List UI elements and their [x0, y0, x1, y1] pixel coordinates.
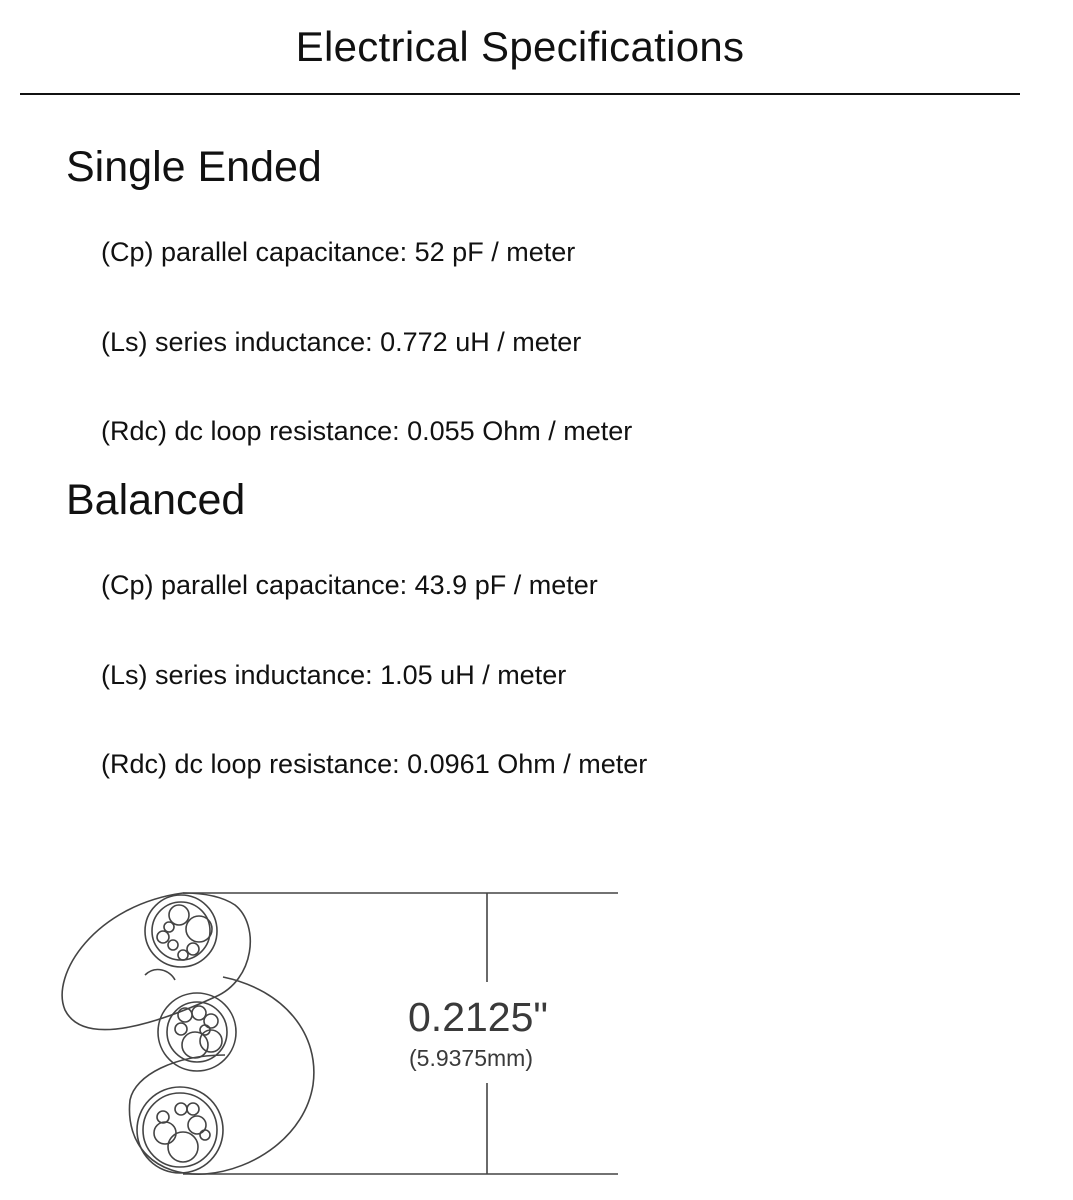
spec-balanced-inductance: (Ls) series inductance: 1.05 uH / meter — [101, 660, 567, 690]
cable-wrap-fold — [145, 970, 175, 980]
conductor-top — [145, 895, 217, 967]
spec-single-resistance: (Rdc) dc loop resistance: 0.055 Ohm / meter — [101, 416, 633, 446]
dimension-value: 0.2125" — [408, 994, 548, 1040]
spec-balanced-capacitance: (Cp) parallel capacitance: 43.9 pF / meter — [101, 570, 598, 600]
spec-single-capacitance: (Cp) parallel capacitance: 52 pF / meter — [101, 237, 576, 267]
cable-wrap-top — [62, 893, 250, 1030]
cable-wrap-bottom — [129, 977, 313, 1174]
spec-balanced-resistance: (Rdc) dc loop resistance: 0.0961 Ohm / meter — [101, 749, 648, 779]
page-title: Electrical Specifications — [295, 23, 745, 70]
dimension-metric: (5.9375mm) — [409, 1045, 533, 1071]
cable-cross-section-diagram — [55, 885, 625, 1185]
spec-single-inductance: (Ls) series inductance: 0.772 uH / meter — [101, 327, 582, 357]
title-divider — [20, 93, 1020, 95]
section-heading-balanced: Balanced — [66, 476, 246, 524]
section-heading-single-ended: Single Ended — [66, 143, 322, 191]
conductor-bottom — [137, 1087, 223, 1173]
